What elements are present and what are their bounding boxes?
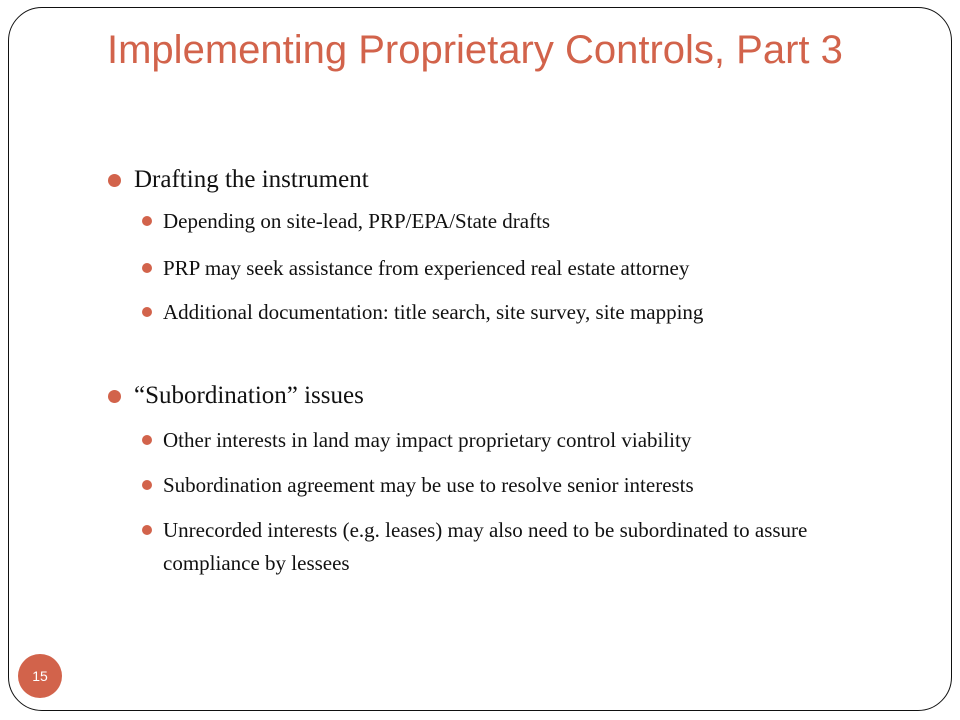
list-item-text: Additional documentation: title search, site survey, site mapping: [163, 300, 704, 324]
list-item-text: Unrecorded interests (e.g. leases) may also need to be subordinated to assure compliance by lessees: [163, 518, 808, 575]
section-heading-text: “Subordination” issues: [134, 382, 364, 409]
slide-title: Implementing Proprietary Controls, Part 3: [107, 28, 843, 72]
list-item: [163, 424, 893, 457]
list-item: [163, 296, 813, 329]
bullet-icon: [142, 307, 152, 317]
bullet-icon: [142, 480, 152, 490]
list-item-text: Other interests in land may impact proprietary control viability: [163, 428, 692, 452]
list-item: [163, 514, 813, 580]
bullet-icon: [142, 263, 152, 273]
list-item: [163, 469, 893, 502]
bullet-icon: [108, 390, 121, 403]
bullet-icon: [108, 174, 121, 187]
section-heading-subordination: [134, 381, 894, 411]
bullet-icon: [142, 525, 152, 535]
bullet-icon: [142, 216, 152, 226]
list-item-text: Depending on site-lead, PRP/EPA/State drafts: [163, 209, 551, 233]
section-heading-drafting: [134, 165, 894, 195]
section-heading-text: Drafting the instrument: [134, 166, 369, 193]
list-item-text: Subordination agreement may be use to resolve senior interests: [163, 473, 694, 497]
list-item: [163, 252, 893, 285]
bullet-icon: [142, 435, 152, 445]
list-item: [163, 205, 893, 238]
slide-number-badge: 15: [18, 654, 62, 698]
list-item-text: PRP may seek assistance from experienced real estate attorney: [163, 256, 690, 280]
